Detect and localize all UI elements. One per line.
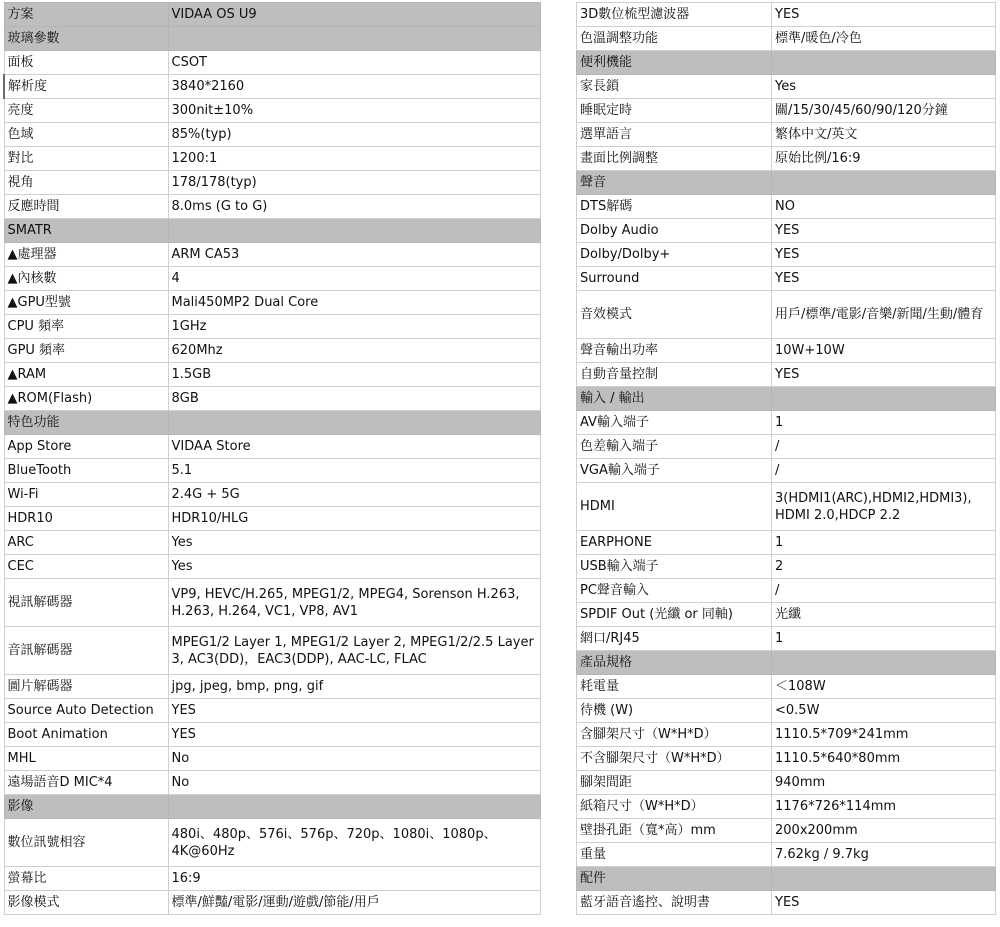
spec-value: 85%(typ) bbox=[168, 123, 540, 147]
spec-value: 用戶/標準/電影/音樂/新聞/生動/體育 bbox=[772, 291, 996, 339]
spec-row bbox=[577, 243, 996, 267]
spec-label: Dolby/Dolby+ bbox=[577, 243, 772, 267]
spec-value: MPEG1/2 Layer 1, MPEG1/2 Layer 2, MPEG1/2/2.5 Layer 3, AC3(DD)，EAC3(DDP), AAC-LC, FLAC bbox=[168, 627, 540, 675]
spec-value: VP9, HEVC/H.265, MPEG1/2, MPEG4, Sorenson H.263, H.263, H.264, VC1, VP8, AV1 bbox=[168, 579, 540, 627]
spec-label: Surround bbox=[577, 267, 772, 291]
spec-value: 2 bbox=[772, 555, 996, 579]
spec-label: GPU 頻率 bbox=[4, 339, 168, 363]
spec-label: 視訊解碼器 bbox=[4, 579, 168, 627]
spec-row bbox=[577, 747, 996, 771]
spec-value: 1GHz bbox=[168, 315, 540, 339]
spec-row bbox=[577, 99, 996, 123]
spec-value: 8.0ms (G to G) bbox=[168, 195, 540, 219]
spec-row bbox=[577, 531, 996, 555]
spec-label: 遠場語音D MIC*4 bbox=[4, 771, 168, 795]
spec-value: Yes bbox=[168, 555, 540, 579]
spec-row bbox=[577, 795, 996, 819]
section-header-label: 產品規格 bbox=[577, 651, 772, 675]
section-header-row bbox=[577, 171, 996, 195]
spec-label: CPU 頻率 bbox=[4, 315, 168, 339]
spec-label: ▲RAM bbox=[4, 363, 168, 387]
spec-value: HDR10/HLG bbox=[168, 507, 540, 531]
spec-value: Yes bbox=[772, 75, 996, 99]
spec-row bbox=[4, 267, 540, 291]
spec-row bbox=[4, 483, 540, 507]
spec-value: No bbox=[168, 771, 540, 795]
spec-value: 1110.5*640*80mm bbox=[772, 747, 996, 771]
spec-value: 標準/暖色/冷色 bbox=[772, 27, 996, 51]
section-header-row bbox=[577, 51, 996, 75]
spec-value: YES bbox=[772, 267, 996, 291]
spec-row bbox=[577, 27, 996, 51]
section-header-value bbox=[168, 219, 540, 243]
spec-row bbox=[4, 75, 540, 99]
spec-row bbox=[577, 627, 996, 651]
spec-label: 面板 bbox=[4, 51, 168, 75]
spec-value: <0.5W bbox=[772, 699, 996, 723]
spec-value: 480i、480p、576i、576p、720p、1080i、1080p、4K@60Hz bbox=[168, 819, 540, 867]
spec-row bbox=[577, 579, 996, 603]
spec-row bbox=[4, 699, 540, 723]
spec-label: 對比 bbox=[4, 147, 168, 171]
spec-label: 紙箱尺寸（W*H*D） bbox=[577, 795, 772, 819]
spec-row bbox=[577, 435, 996, 459]
spec-value: ARM CA53 bbox=[168, 243, 540, 267]
section-header-label: 特色功能 bbox=[4, 411, 168, 435]
spec-value: VIDAA Store bbox=[168, 435, 540, 459]
spec-row bbox=[4, 867, 540, 891]
section-header-value bbox=[772, 867, 996, 891]
spec-label: PC聲音輸入 bbox=[577, 579, 772, 603]
spec-value: Yes bbox=[168, 531, 540, 555]
spec-value: YES bbox=[772, 3, 996, 27]
spec-label: 音訊解碼器 bbox=[4, 627, 168, 675]
spec-row bbox=[577, 267, 996, 291]
spec-row bbox=[4, 819, 540, 867]
spec-value: ＜108W bbox=[772, 675, 996, 699]
spec-value: 關/15/30/45/60/90/120分鐘 bbox=[772, 99, 996, 123]
spec-label: EARPHONE bbox=[577, 531, 772, 555]
spec-label: Wi-Fi bbox=[4, 483, 168, 507]
spec-row bbox=[577, 339, 996, 363]
spec-value: 1 bbox=[772, 531, 996, 555]
section-header-value bbox=[772, 171, 996, 195]
spec-value: / bbox=[772, 579, 996, 603]
spec-label: BlueTooth bbox=[4, 459, 168, 483]
section-header-label: 玻璃參數 bbox=[4, 27, 168, 51]
spec-table-right-body bbox=[577, 3, 996, 915]
spec-label: ARC bbox=[4, 531, 168, 555]
spec-row bbox=[577, 819, 996, 843]
spec-label: ▲GPU型號 bbox=[4, 291, 168, 315]
section-header-value bbox=[168, 795, 540, 819]
spec-value: 繁体中文/英文 bbox=[772, 123, 996, 147]
spec-value: 3(HDMI1(ARC),HDMI2,HDMI3), HDMI 2.0,HDCP 2.2 bbox=[772, 483, 996, 531]
spec-row bbox=[577, 75, 996, 99]
spec-label: 含腳架尺寸（W*H*D） bbox=[577, 723, 772, 747]
spec-row bbox=[577, 483, 996, 531]
spec-row bbox=[577, 363, 996, 387]
spec-value: Mali450MP2 Dual Core bbox=[168, 291, 540, 315]
spec-row bbox=[4, 99, 540, 123]
section-header-value bbox=[772, 51, 996, 75]
spec-row bbox=[4, 435, 540, 459]
spec-row bbox=[577, 555, 996, 579]
spec-label: CEC bbox=[4, 555, 168, 579]
spec-row bbox=[4, 243, 540, 267]
spec-row bbox=[577, 123, 996, 147]
section-header-label: 配件 bbox=[577, 867, 772, 891]
spec-label: 重量 bbox=[577, 843, 772, 867]
spec-row bbox=[4, 339, 540, 363]
section-header-row bbox=[4, 219, 540, 243]
section-header-label: 便利機能 bbox=[577, 51, 772, 75]
spec-row bbox=[4, 363, 540, 387]
spec-label: Dolby Audio bbox=[577, 219, 772, 243]
spec-label: VGA輸入端子 bbox=[577, 459, 772, 483]
spec-value: 200x200mm bbox=[772, 819, 996, 843]
spec-value: 3840*2160 bbox=[168, 75, 540, 99]
section-header-label: SMATR bbox=[4, 219, 168, 243]
spec-value: YES bbox=[772, 363, 996, 387]
spec-label: Boot Animation bbox=[4, 723, 168, 747]
spec-value: 標準/鮮豔/電影/運動/遊戲/節能/用戶 bbox=[168, 891, 540, 915]
spec-row bbox=[4, 459, 540, 483]
spec-table-right bbox=[576, 2, 996, 915]
spec-value: 178/178(typ) bbox=[168, 171, 540, 195]
section-header-value bbox=[168, 411, 540, 435]
spec-row bbox=[4, 291, 540, 315]
spec-label: 色域 bbox=[4, 123, 168, 147]
spec-value: YES bbox=[772, 243, 996, 267]
spec-label: Source Auto Detection bbox=[4, 699, 168, 723]
spec-label: HDR10 bbox=[4, 507, 168, 531]
spec-value: YES bbox=[772, 891, 996, 915]
section-header-row bbox=[577, 867, 996, 891]
spec-row bbox=[577, 219, 996, 243]
spec-table-left-body bbox=[4, 3, 540, 915]
spec-row bbox=[577, 147, 996, 171]
section-header-value bbox=[772, 651, 996, 675]
section-header-label: 方案 bbox=[4, 3, 168, 27]
spec-label: 壁掛孔距（寬*高）mm bbox=[577, 819, 772, 843]
spec-label: AV輸入端子 bbox=[577, 411, 772, 435]
spec-value: 8GB bbox=[168, 387, 540, 411]
spec-row bbox=[577, 699, 996, 723]
spec-row bbox=[577, 3, 996, 27]
spec-label: 藍牙語音遙控、說明書 bbox=[577, 891, 772, 915]
spec-row bbox=[4, 147, 540, 171]
section-header-row bbox=[4, 795, 540, 819]
spec-value: 1.5GB bbox=[168, 363, 540, 387]
spec-value: 7.62kg / 9.7kg bbox=[772, 843, 996, 867]
section-header-row bbox=[4, 3, 540, 27]
spec-label: 腳架間距 bbox=[577, 771, 772, 795]
spec-value: 620Mhz bbox=[168, 339, 540, 363]
spec-value: 光纖 bbox=[772, 603, 996, 627]
spec-label: 睡眠定時 bbox=[577, 99, 772, 123]
spec-value: YES bbox=[168, 723, 540, 747]
spec-label: 數位訊號相容 bbox=[4, 819, 168, 867]
spec-label: ▲處理器 bbox=[4, 243, 168, 267]
spec-label: HDMI bbox=[577, 483, 772, 531]
spec-label: 耗電量 bbox=[577, 675, 772, 699]
spec-value: 1110.5*709*241mm bbox=[772, 723, 996, 747]
spec-value: YES bbox=[772, 219, 996, 243]
spec-label: App Store bbox=[4, 435, 168, 459]
spec-label: 音效模式 bbox=[577, 291, 772, 339]
spec-value: 1 bbox=[772, 627, 996, 651]
section-header-row bbox=[4, 411, 540, 435]
section-header-label: 聲音 bbox=[577, 171, 772, 195]
spec-label: 畫面比例調整 bbox=[577, 147, 772, 171]
section-header-value: VIDAA OS U9 bbox=[168, 3, 540, 27]
spec-value: 1 bbox=[772, 411, 996, 435]
spec-label: 自動音量控制 bbox=[577, 363, 772, 387]
spec-value: jpg, jpeg, bmp, png, gif bbox=[168, 675, 540, 699]
spec-value: NO bbox=[772, 195, 996, 219]
spec-value: 10W+10W bbox=[772, 339, 996, 363]
spec-row bbox=[577, 459, 996, 483]
spec-label: 家長鎖 bbox=[577, 75, 772, 99]
spec-label: SPDIF Out (光纖 or 同軸) bbox=[577, 603, 772, 627]
spec-label: 網口/RJ45 bbox=[577, 627, 772, 651]
spec-label: 選單語言 bbox=[577, 123, 772, 147]
section-header-row bbox=[577, 387, 996, 411]
spec-value: 1176*726*114mm bbox=[772, 795, 996, 819]
spec-row bbox=[4, 579, 540, 627]
spec-row bbox=[4, 723, 540, 747]
spec-row bbox=[4, 195, 540, 219]
spec-row bbox=[4, 315, 540, 339]
spec-row bbox=[4, 531, 540, 555]
spec-value: 940mm bbox=[772, 771, 996, 795]
spec-row bbox=[577, 771, 996, 795]
spec-label: MHL bbox=[4, 747, 168, 771]
spec-value: YES bbox=[168, 699, 540, 723]
spec-row bbox=[577, 291, 996, 339]
spec-label: USB輸入端子 bbox=[577, 555, 772, 579]
spec-value: 1200:1 bbox=[168, 147, 540, 171]
spec-row bbox=[577, 891, 996, 915]
spec-row bbox=[4, 771, 540, 795]
spec-label: 螢幕比 bbox=[4, 867, 168, 891]
spec-label: 亮度 bbox=[4, 99, 168, 123]
section-header-value bbox=[772, 387, 996, 411]
spec-row bbox=[4, 171, 540, 195]
spec-label: 影像模式 bbox=[4, 891, 168, 915]
spec-value: / bbox=[772, 435, 996, 459]
spec-label: 3D數位梳型濾波器 bbox=[577, 3, 772, 27]
spec-row bbox=[577, 723, 996, 747]
section-header-value bbox=[168, 27, 540, 51]
spec-label: 視角 bbox=[4, 171, 168, 195]
spec-value: No bbox=[168, 747, 540, 771]
spec-label: 解析度 bbox=[4, 75, 168, 99]
section-header-row bbox=[4, 27, 540, 51]
spec-row bbox=[4, 675, 540, 699]
spec-value: 4 bbox=[168, 267, 540, 291]
spec-label: 色溫調整功能 bbox=[577, 27, 772, 51]
spec-value: 5.1 bbox=[168, 459, 540, 483]
spec-label: ▲ROM(Flash) bbox=[4, 387, 168, 411]
spec-label: 圖片解碼器 bbox=[4, 675, 168, 699]
spec-row bbox=[577, 411, 996, 435]
spec-row bbox=[577, 675, 996, 699]
spec-label: 聲音輸出功率 bbox=[577, 339, 772, 363]
spec-row bbox=[577, 603, 996, 627]
spec-value: CSOT bbox=[168, 51, 540, 75]
spec-table-left bbox=[3, 2, 541, 915]
section-header-label: 輸入 / 輸出 bbox=[577, 387, 772, 411]
spec-row bbox=[4, 123, 540, 147]
spec-label: ▲內核數 bbox=[4, 267, 168, 291]
spec-row bbox=[577, 195, 996, 219]
spec-value: / bbox=[772, 459, 996, 483]
spec-value: 原始比例/16:9 bbox=[772, 147, 996, 171]
spec-row bbox=[4, 891, 540, 915]
spec-row bbox=[4, 627, 540, 675]
spec-row bbox=[4, 747, 540, 771]
spec-label: 色差輸入端子 bbox=[577, 435, 772, 459]
spec-value: 16:9 bbox=[168, 867, 540, 891]
spec-label: 反應時間 bbox=[4, 195, 168, 219]
spec-label: 待機 (W) bbox=[577, 699, 772, 723]
section-header-row bbox=[577, 651, 996, 675]
spec-label: 不含腳架尺寸（W*H*D） bbox=[577, 747, 772, 771]
section-header-label: 影像 bbox=[4, 795, 168, 819]
spec-value: 2.4G + 5G bbox=[168, 483, 540, 507]
spec-label: DTS解碼 bbox=[577, 195, 772, 219]
spec-row bbox=[4, 51, 540, 75]
spec-row bbox=[4, 555, 540, 579]
spec-row bbox=[4, 507, 540, 531]
spec-value: 300nit±10% bbox=[168, 99, 540, 123]
spec-row bbox=[4, 387, 540, 411]
spec-row bbox=[577, 843, 996, 867]
